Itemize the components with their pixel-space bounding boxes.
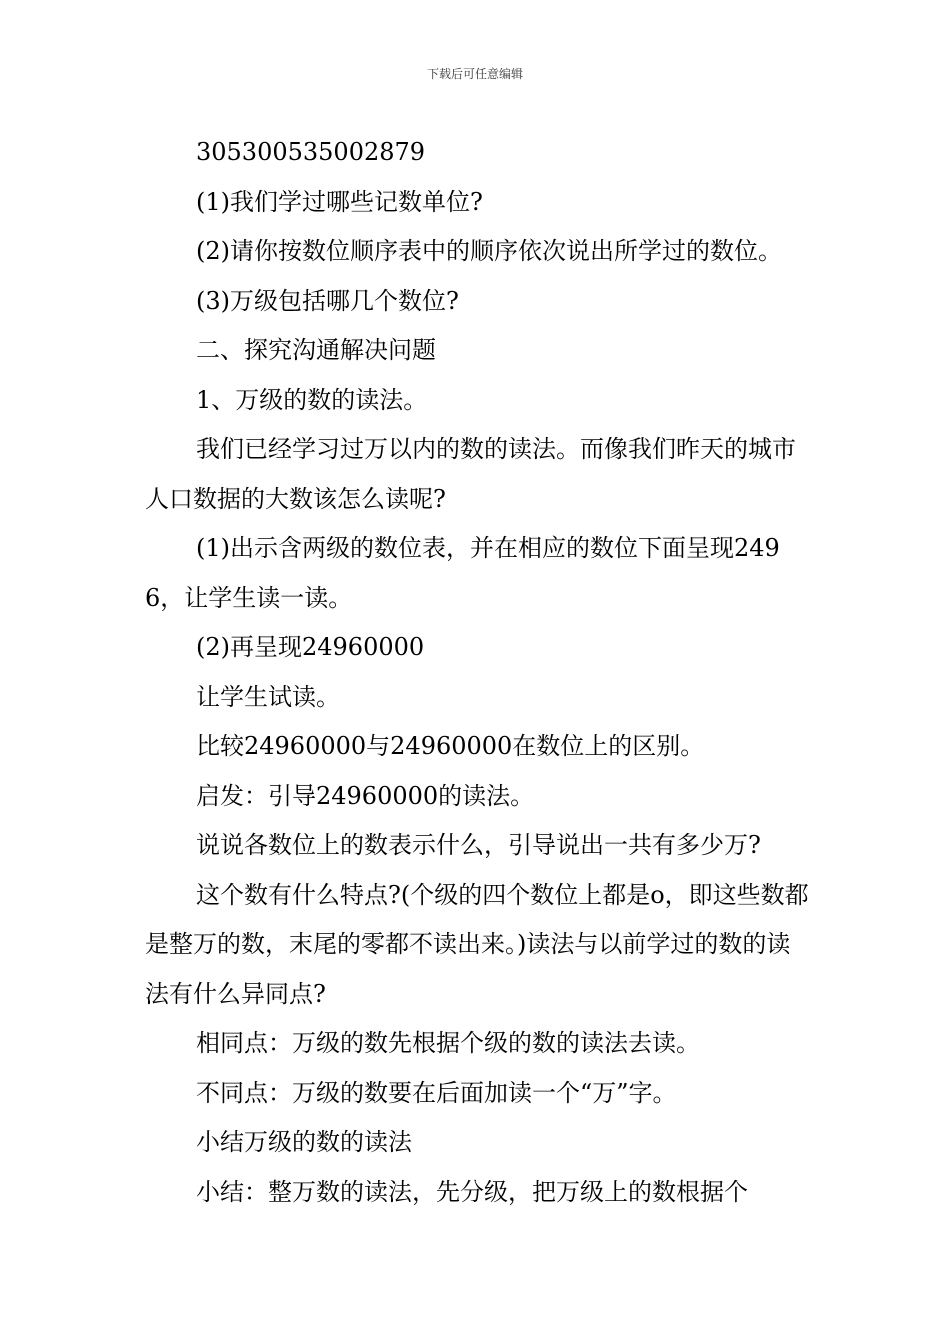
paragraph-features: 这个数有什么特点?(个级的四个数位上都是o，即这些数都是整万的数，末尾的零都不读出来。)读法与以前学过的数的读法有什么异同点?: [145, 880, 809, 1008]
paragraph-difference: 不同点：万级的数要在后面加读一个“万”字。: [196, 1078, 677, 1107]
page-header: 下载后可任意编辑: [426, 67, 523, 81]
paragraph-try-read: 让学生试读。: [196, 682, 340, 711]
paragraph-similarity: 相同点：万级的数先根据个级的数的读法去读。: [196, 1029, 700, 1057]
paragraph-explain: 说说各数位上的数表示什么，引导说出一共有多少万?: [196, 831, 761, 859]
paragraph-question-1: (1)我们学过哪些记数单位?: [196, 187, 483, 216]
section-heading: 二、探究沟通解决问题: [196, 336, 436, 364]
paragraph-question-2: (2)请你按数位顺序表中的顺序依次说出所学过的数位。: [196, 237, 782, 265]
paragraph-summary: 小结：整万数的读法，先分级，把万级上的数根据个: [196, 1177, 748, 1206]
paragraph-number: 305300535002879: [196, 138, 426, 166]
paragraph-summary-heading: 小结万级的数的读法: [196, 1128, 412, 1156]
subsection-heading: 1、万级的数的读法。: [196, 385, 428, 414]
paragraph-guide: 启发：引导24960000的读法。: [196, 781, 535, 810]
paragraph-step-2: (2)再呈现24960000: [196, 633, 425, 661]
paragraph-compare: 比较24960000与24960000在数位上的区别。: [196, 732, 705, 760]
document-body: [145, 128, 810, 1217]
paragraph-intro: 我们已经学习过万以内的数的读法。而像我们昨天的城市人口数据的大数该怎么读呢?: [145, 435, 796, 513]
paragraph-question-3: (3)万级包括哪几个数位?: [196, 286, 459, 315]
paragraph-step-1: (1)出示含两级的数位表，并在相应的数位下面呈现2496，让学生读一读。: [145, 534, 780, 612]
